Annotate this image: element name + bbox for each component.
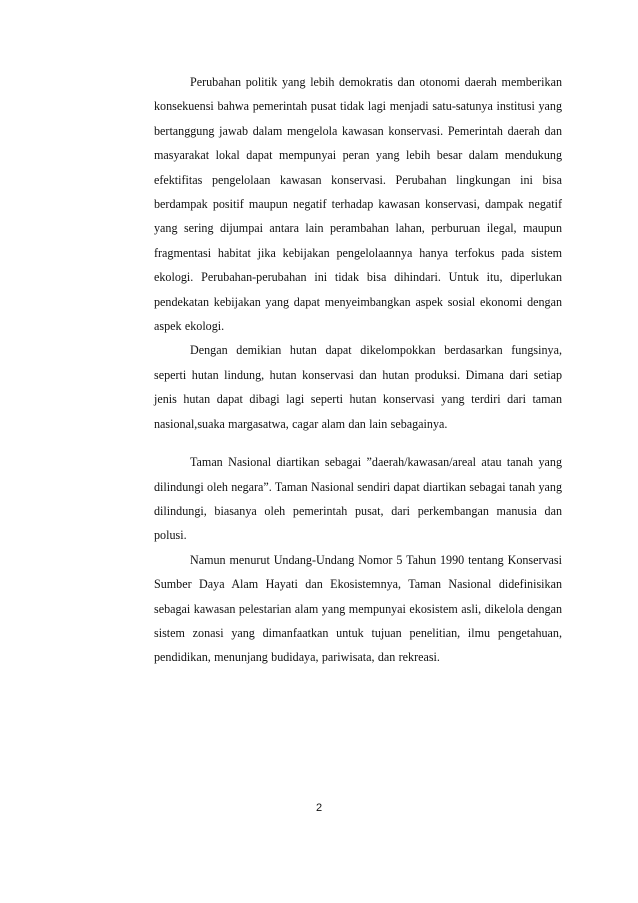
paragraph-definisi-taman-nasional: Taman Nasional diartikan sebagai ”daerah/kawasan/areal atau tanah yang dilindungi oleh negara”. Taman Nasional sendiri dapat diartikan sebagai tanah yang dilindungi, biasanya oleh pemerintah pusat, dari perkembangan manusia dan polusi. [154, 455, 562, 543]
paragraph-politik-otonomi: Perubahan politik yang lebih demokratis dan otonomi daerah memberikan konsekuensi bahwa pemerintah pusat tidak lagi menjadi satu-satunya institusi yang bertanggung jawab dalam mengelola kawasan konservasi. Pemerintah daerah dan masyarakat lokal dapat mempunyai peran yang lebih besar dalam mendukung efektifitas pengelolaan kawasan konservasi. Perubahan lingkungan ini bisa berdampak positif maupun negatif terhadap kawasan konservasi, dampak negatif yang sering dijumpai antara lain perambahan lahan, perburuan ilegal, maupun fragmentasi habitat jika kebijakan pengelolaannya hanya terfokus pada sistem ekologi. Perubahan-perubahan ini tidak bisa dihindari. Untuk itu, diperlukan pendekatan kebijakan yang dapat menyeimbangkan aspek sosial ekonomi dengan aspek ekologi. [154, 75, 562, 334]
document-body [154, 70, 562, 670]
page-number: 2 [315, 802, 323, 814]
paragraph-fungsi-hutan: Dengan demikian hutan dapat dikelompokkan berdasarkan fungsinya, seperti hutan lindung, hutan konservasi dan hutan produksi. Dimana dari setiap jenis hutan dapat dibagi lagi seperti hutan konservasi yang terdiri dari taman nasional,suaka margasatwa, cagar alam dan lain sebagainya. [154, 343, 562, 431]
paragraph-undang-undang: Namun menurut Undang-Undang Nomor 5 Tahun 1990 tentang Konservasi Sumber Daya Alam Hayati dan Ekosistemnya, Taman Nasional didefinisikan sebagai kawasan pelestarian alam yang mempunyai ekosistem asli, dikelola dengan sistem zonasi yang dimanfaatkan untuk tujuan penelitian, ilmu pengetahuan, pendidikan, menunjang budidaya, pariwisata, dan rekreasi. [154, 552, 562, 665]
